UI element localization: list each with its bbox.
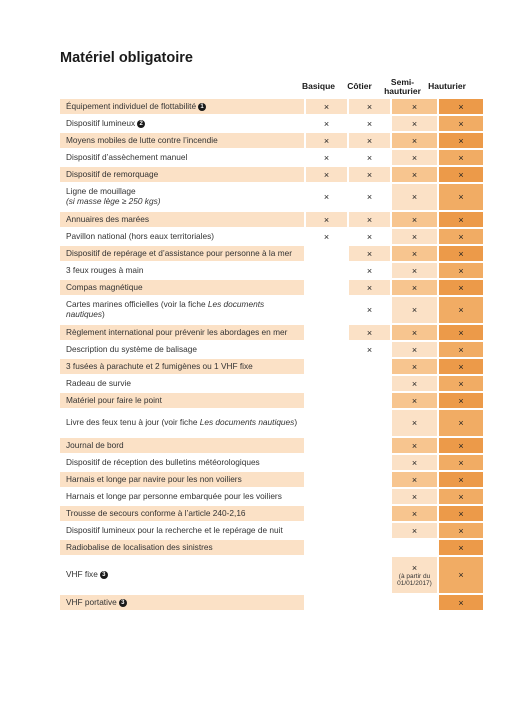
cell-cotier	[347, 455, 390, 472]
cell-basique	[304, 410, 347, 438]
check-mark-icon: ×	[458, 344, 464, 355]
table-row	[60, 133, 483, 150]
check-mark-icon: ×	[366, 344, 373, 355]
cell-basique	[304, 489, 347, 506]
cell-basique	[304, 297, 347, 325]
cell-basique	[304, 455, 347, 472]
check-mark-icon: ×	[411, 457, 418, 468]
row-label-text: Compas magnétique	[66, 281, 143, 292]
cell-basique	[304, 342, 347, 359]
check-mark-icon: ×	[458, 395, 464, 406]
row-label	[60, 506, 304, 523]
cell-semi-hauturier	[390, 212, 437, 229]
row-label	[60, 184, 304, 212]
check-mark-icon: ×	[458, 305, 464, 315]
check-mark-icon: ×	[323, 231, 330, 242]
cell-cotier	[347, 280, 390, 297]
check-mark-icon: ×	[323, 214, 330, 225]
column-header-semi-line1: Semi-	[390, 76, 415, 87]
check-mark-icon: ×	[458, 570, 464, 580]
row-label	[60, 410, 304, 438]
cell-hauturier	[437, 540, 483, 557]
row-label-text: Dispositif lumineux	[66, 117, 136, 128]
cell-hauturier	[437, 523, 483, 540]
cell-note: (à partir du 01/01/2017)	[397, 572, 432, 587]
cell-basique	[304, 506, 347, 523]
cell-basique	[304, 116, 347, 133]
cell-basique	[304, 263, 347, 280]
check-mark-icon: ×	[458, 508, 464, 519]
cell-cotier	[347, 523, 390, 540]
cell-cotier	[347, 489, 390, 506]
check-mark-icon: ×	[458, 361, 464, 372]
cell-semi-hauturier	[390, 184, 437, 212]
check-mark-icon: ×	[366, 152, 373, 163]
check-mark-icon: ×	[366, 101, 373, 112]
row-label-text: Radiobalise de localisation des sinistres	[66, 541, 213, 552]
cell-cotier	[347, 150, 390, 167]
cell-semi-hauturier	[390, 246, 437, 263]
cell-cotier	[347, 438, 390, 455]
cell-semi-hauturier	[390, 472, 437, 489]
check-mark-icon: ×	[411, 135, 418, 146]
cell-cotier	[347, 325, 390, 342]
row-label	[60, 99, 304, 116]
check-mark-icon: ×	[411, 418, 418, 428]
cell-cotier	[347, 506, 390, 523]
check-mark-icon: ×	[411, 265, 418, 276]
cell-hauturier	[437, 410, 483, 438]
check-mark-icon: ×	[458, 542, 464, 553]
cell-semi-hauturier	[390, 410, 437, 438]
check-mark-icon: ×	[458, 214, 464, 225]
cell-basique	[304, 133, 347, 150]
table-row	[60, 595, 483, 612]
check-mark-icon: ×	[411, 152, 418, 163]
check-mark-icon: ×	[458, 265, 464, 276]
check-mark-icon: ×	[411, 395, 418, 406]
cell-basique	[304, 376, 347, 393]
row-label	[60, 393, 304, 410]
cell-semi-hauturier	[390, 99, 437, 116]
cell-semi-hauturier	[390, 229, 437, 246]
check-mark-icon: ×	[411, 491, 418, 502]
table-row	[60, 99, 483, 116]
row-label-text: Matériel pour faire le point	[66, 394, 162, 405]
cell-semi-hauturier	[390, 280, 437, 297]
cell-semi-hauturier	[390, 263, 437, 280]
cell-semi-hauturier	[390, 359, 437, 376]
row-label-text: Dispositif de remorquage	[66, 168, 159, 179]
check-mark-icon: ×	[458, 169, 464, 180]
table-row	[60, 410, 483, 438]
row-label	[60, 325, 304, 342]
cell-hauturier	[437, 263, 483, 280]
check-mark-icon: ×	[411, 474, 418, 485]
check-mark-icon: ×	[458, 248, 464, 259]
check-mark-icon: ×	[411, 361, 418, 372]
cell-hauturier	[437, 472, 483, 489]
check-mark-icon: ×	[458, 152, 464, 163]
page-title: Matériel obligatoire	[60, 50, 193, 66]
cell-basique	[304, 280, 347, 297]
table-row	[60, 506, 483, 523]
row-label	[60, 595, 304, 612]
check-mark-icon: ×	[366, 248, 373, 259]
check-mark-icon: ×	[458, 597, 464, 608]
cell-cotier	[347, 376, 390, 393]
check-mark-icon: ×	[458, 457, 464, 468]
row-label-text: Annuaires des marées	[66, 213, 150, 224]
cell-semi-hauturier	[390, 540, 437, 557]
cell-cotier	[347, 557, 390, 595]
row-label-text: Dispositif lumineux pour la recherche et le repérage de nuit	[66, 524, 283, 535]
row-label	[60, 489, 304, 506]
equipment-table	[60, 99, 483, 612]
check-mark-icon: ×	[411, 214, 418, 225]
cell-basique	[304, 150, 347, 167]
column-header-semi-hauturier	[380, 76, 425, 98]
table-row	[60, 523, 483, 540]
table-row	[60, 212, 483, 229]
row-label	[60, 342, 304, 359]
check-mark-icon: ×	[411, 525, 418, 536]
row-label-text: 3 feux rouges à main	[66, 264, 144, 275]
check-mark-icon: ×	[458, 282, 464, 293]
check-mark-icon: ×	[366, 192, 373, 202]
row-label-text: 3 fusées à parachute et 2 fumigènes ou 1 VHF fixe	[66, 360, 253, 371]
check-mark-icon: ×	[323, 118, 330, 129]
check-mark-icon: ×	[458, 378, 464, 389]
check-mark-icon: ×	[411, 192, 418, 202]
check-mark-icon: ×	[411, 282, 418, 293]
row-label	[60, 133, 304, 150]
row-label-text: Cartes marines officielles (voir la fiche	[66, 299, 206, 310]
cell-cotier	[347, 540, 390, 557]
cell-hauturier	[437, 133, 483, 150]
check-mark-icon: ×	[323, 192, 330, 202]
row-label-text: Équipement individuel de flottabilité	[66, 100, 197, 111]
check-mark-icon: ×	[411, 344, 418, 355]
cell-basique	[304, 595, 347, 612]
cell-semi-hauturier	[390, 438, 437, 455]
check-mark-icon: ×	[411, 305, 418, 315]
cell-basique	[304, 523, 347, 540]
row-label	[60, 167, 304, 184]
table-row	[60, 438, 483, 455]
table-row	[60, 246, 483, 263]
cell-hauturier	[437, 325, 483, 342]
check-mark-icon: ×	[411, 101, 418, 112]
cell-semi-hauturier	[390, 455, 437, 472]
check-mark-icon: ×	[366, 118, 373, 129]
cell-basique	[304, 246, 347, 263]
cell-hauturier	[437, 184, 483, 212]
row-label	[60, 438, 304, 455]
check-mark-icon: ×	[366, 265, 373, 276]
check-mark-icon: ×	[411, 508, 418, 519]
check-mark-icon: ×	[366, 214, 373, 225]
cell-basique	[304, 359, 347, 376]
cell-cotier	[347, 133, 390, 150]
row-label-end: )	[294, 417, 298, 428]
table-row	[60, 116, 483, 133]
cell-basique	[304, 184, 347, 212]
row-label	[60, 359, 304, 376]
cell-cotier	[347, 99, 390, 116]
row-label-end: )	[101, 309, 105, 319]
row-label-text: Harnais et longe par personne embarquée pour les voiliers	[66, 490, 282, 501]
row-label-text: Ligne de mouillage	[66, 186, 136, 197]
check-mark-icon: ×	[458, 231, 464, 242]
row-label-text: Pavillon national (hors eaux territoriales)	[66, 230, 215, 241]
table-row	[60, 167, 483, 184]
check-mark-icon: ×	[458, 491, 464, 502]
row-label-text: Harnais et longe par navire pour les non voiliers	[66, 473, 242, 484]
footnote-badge-icon: 3	[119, 599, 127, 607]
column-header-semi-line2: hauturier	[384, 86, 421, 96]
cell-basique	[304, 472, 347, 489]
cell-basique	[304, 325, 347, 342]
check-mark-icon: ×	[458, 418, 464, 428]
row-label	[60, 557, 304, 595]
table-row	[60, 229, 483, 246]
check-mark-icon: ×	[458, 118, 464, 129]
cell-hauturier	[437, 116, 483, 133]
cell-basique	[304, 99, 347, 116]
row-label	[60, 229, 304, 246]
cell-hauturier	[437, 99, 483, 116]
check-mark-icon: ×	[366, 305, 373, 315]
check-mark-icon: ×	[458, 525, 464, 536]
row-label-text: Règlement international pour prévenir les abordages en mer	[66, 326, 288, 337]
cell-hauturier	[437, 359, 483, 376]
table-row	[60, 263, 483, 280]
check-mark-icon: ×	[458, 192, 464, 202]
check-mark-icon: ×	[366, 327, 373, 338]
cell-hauturier	[437, 595, 483, 612]
cell-hauturier	[437, 455, 483, 472]
row-label-text: Radeau de survie	[66, 377, 132, 388]
table-row	[60, 489, 483, 506]
cell-basique	[304, 212, 347, 229]
cell-cotier	[347, 472, 390, 489]
cell-semi-hauturier	[390, 523, 437, 540]
cell-basique	[304, 540, 347, 557]
cell-hauturier	[437, 246, 483, 263]
table-row	[60, 150, 483, 167]
table-row	[60, 393, 483, 410]
check-mark-icon: ×	[366, 135, 373, 146]
table-row	[60, 280, 483, 297]
cell-cotier	[347, 246, 390, 263]
check-mark-icon: ×	[366, 282, 373, 293]
row-label-text: VHF portative	[66, 596, 117, 607]
check-mark-icon: ×	[411, 378, 418, 389]
cell-cotier	[347, 359, 390, 376]
cell-hauturier	[437, 280, 483, 297]
row-label	[60, 472, 304, 489]
row-label-text: Livre des feux tenu à jour (voir fiche	[66, 417, 198, 428]
column-header-hauturier: Hauturier	[428, 81, 466, 92]
table-row	[60, 342, 483, 359]
cell-cotier	[347, 595, 390, 612]
cell-semi-hauturier	[390, 557, 437, 595]
cell-hauturier	[437, 167, 483, 184]
footnote-badge-icon: 3	[100, 571, 108, 579]
cell-semi-hauturier	[390, 595, 437, 612]
check-mark-icon: ×	[366, 169, 373, 180]
cell-cotier	[347, 229, 390, 246]
row-label	[60, 150, 304, 167]
cell-semi-hauturier	[390, 393, 437, 410]
cell-basique	[304, 229, 347, 246]
row-label-text: VHF fixe	[66, 569, 98, 580]
check-mark-icon: ×	[458, 440, 464, 451]
table-row	[60, 540, 483, 557]
cell-semi-hauturier	[390, 506, 437, 523]
check-mark-icon: ×	[323, 152, 330, 163]
check-mark-icon: ×	[411, 248, 418, 259]
check-mark-icon: ×	[411, 231, 418, 242]
cell-hauturier	[437, 212, 483, 229]
row-label	[60, 455, 304, 472]
table-row	[60, 455, 483, 472]
row-label-text: Description du système de balisage	[66, 343, 197, 354]
check-mark-icon: ×	[411, 562, 418, 573]
cell-basique	[304, 167, 347, 184]
cell-semi-hauturier	[390, 133, 437, 150]
row-label	[60, 263, 304, 280]
cell-basique	[304, 557, 347, 595]
row-label-italic: Les documents nautiques	[66, 299, 265, 319]
cell-semi-hauturier	[390, 489, 437, 506]
cell-hauturier	[437, 438, 483, 455]
footnote-badge-icon: 2	[137, 120, 145, 128]
cell-hauturier	[437, 150, 483, 167]
cell-semi-hauturier	[390, 116, 437, 133]
check-mark-icon: ×	[323, 135, 330, 146]
table-row	[60, 184, 483, 212]
footnote-badge-icon: 1	[198, 103, 206, 111]
cell-cotier	[347, 212, 390, 229]
cell-semi-hauturier	[390, 167, 437, 184]
row-label	[60, 540, 304, 557]
check-mark-icon: ×	[411, 440, 418, 451]
row-label	[60, 523, 304, 540]
row-label	[60, 280, 304, 297]
cell-semi-hauturier	[390, 376, 437, 393]
check-mark-icon: ×	[458, 327, 464, 338]
cell-cotier	[347, 263, 390, 280]
row-label	[60, 246, 304, 263]
check-mark-icon: ×	[411, 327, 418, 338]
check-mark-icon: ×	[323, 101, 330, 112]
row-label	[60, 376, 304, 393]
cell-semi-hauturier	[390, 342, 437, 359]
cell-hauturier	[437, 557, 483, 595]
row-label-italic: Les documents nautiques	[199, 417, 295, 428]
table-row	[60, 359, 483, 376]
cell-cotier	[347, 116, 390, 133]
row-label-text: Dispositif de repérage et d’assistance pour personne à la mer	[66, 247, 292, 258]
cell-hauturier	[437, 297, 483, 325]
table-row	[60, 376, 483, 393]
cell-cotier	[347, 184, 390, 212]
check-mark-icon: ×	[458, 474, 464, 485]
check-mark-icon: ×	[411, 118, 418, 129]
table-row	[60, 325, 483, 342]
cell-hauturier	[437, 229, 483, 246]
row-label	[60, 116, 304, 133]
cell-cotier	[347, 393, 390, 410]
row-label-text: Journal de bord	[66, 439, 124, 450]
cell-basique	[304, 393, 347, 410]
cell-cotier	[347, 167, 390, 184]
cell-hauturier	[437, 393, 483, 410]
cell-hauturier	[437, 376, 483, 393]
table-row	[60, 472, 483, 489]
cell-cotier	[347, 342, 390, 359]
check-mark-icon: ×	[323, 169, 330, 180]
row-label	[60, 297, 304, 325]
cell-hauturier	[437, 342, 483, 359]
table-row	[60, 297, 483, 325]
cell-semi-hauturier	[390, 297, 437, 325]
cell-cotier	[347, 297, 390, 325]
cell-semi-hauturier	[390, 150, 437, 167]
row-label-text: Dispositif de réception des bulletins météorologiques	[66, 456, 260, 467]
cell-cotier	[347, 410, 390, 438]
row-label-sub: (si masse lège ≥ 250 kgs)	[66, 196, 161, 206]
column-header-basique: Basique	[301, 81, 336, 92]
row-label-text: Trousse de secours conforme à l’article 240-2,16	[66, 507, 246, 518]
table-row	[60, 557, 483, 595]
row-label	[60, 212, 304, 229]
check-mark-icon: ×	[366, 231, 373, 242]
check-mark-icon: ×	[458, 101, 464, 112]
cell-hauturier	[437, 506, 483, 523]
row-label-text: Moyens mobiles de lutte contre l’incendie	[66, 134, 218, 145]
check-mark-icon: ×	[411, 169, 418, 180]
cell-semi-hauturier	[390, 325, 437, 342]
cell-hauturier	[437, 489, 483, 506]
cell-basique	[304, 438, 347, 455]
row-label-text: Dispositif d’assèchement manuel	[66, 151, 188, 162]
column-header-cotier: Côtier	[347, 81, 372, 92]
check-mark-icon: ×	[458, 135, 464, 146]
